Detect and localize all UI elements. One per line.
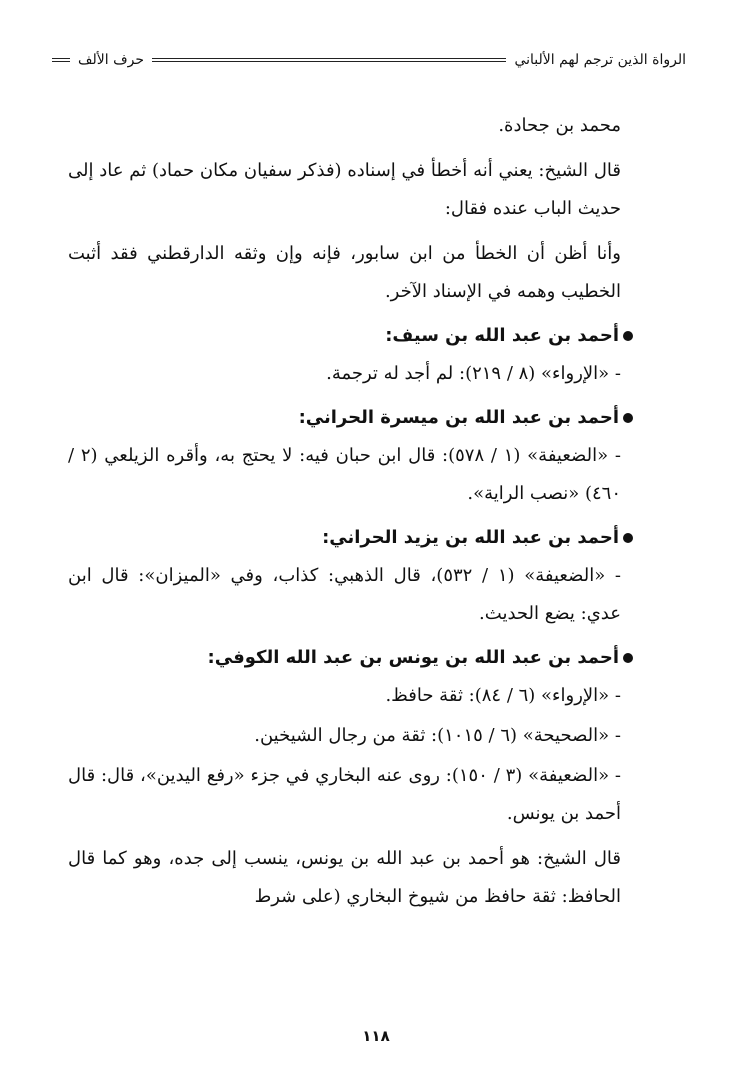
citation: - «الضعيفة» (١ / ٥٧٨): قال ابن حبان فيه: لا يحتج به، وأقره الزيلعي (٢ / ٤٦٠) «نصب الراية». xyxy=(68,445,621,504)
bullet-icon xyxy=(623,413,633,423)
header-mark xyxy=(52,58,70,62)
page-body xyxy=(68,107,633,916)
biography-entry xyxy=(68,319,633,393)
entry-title xyxy=(68,401,633,435)
bullet-icon xyxy=(623,653,633,663)
body-paragraph: قال الشيخ: هو أحمد بن عبد الله بن يونس، ينسب إلى جده، وهو كما قال الحافظ: ثقة حافظ من شيوخ البخاري (على شرط xyxy=(68,848,621,907)
bullet-icon xyxy=(623,533,633,543)
narrator-name: أحمد بن عبد الله بن ميسرة الحراني: xyxy=(298,407,619,428)
biography-entry xyxy=(68,641,633,833)
citation: - «الضعيفة» (١ / ٥٣٢)، قال الذهبي: كذاب، وفي «الميزان»: قال ابن عدي: يضع الحديث. xyxy=(68,565,621,624)
body-paragraph: محمد بن جحادة. xyxy=(498,115,621,136)
biography-entry xyxy=(68,401,633,513)
citation: - «الإرواء» (٨ / ٢١٩): لم أجد له ترجمة. xyxy=(326,363,621,384)
header-title: الرواة الذين ترجم لهم الألباني xyxy=(514,52,686,68)
citation: - «الصحيحة» (٦ / ١٠١٥): ثقة من رجال الشيخين. xyxy=(254,725,621,746)
narrator-name: أحمد بن عبد الله بن يونس بن عبد الله الكوفي: xyxy=(207,647,619,668)
citation: - «الضعيفة» (٣ / ١٥٠): روى عنه البخاري في جزء «رفع اليدين»، قال: قال أحمد بن يونس. xyxy=(68,765,621,824)
entry-title xyxy=(68,521,633,555)
page-number: ١١٨ xyxy=(362,1027,390,1045)
body-paragraph: وأنا أظن أن الخطأ من ابن سابور، فإنه وإن وثقه الدارقطني فقد أثبت الخطيب وهمه في الإسناد الآخر. xyxy=(68,243,621,302)
entry-title xyxy=(68,641,633,675)
citation: - «الإرواء» (٦ / ٨٤): ثقة حافظ. xyxy=(385,685,621,706)
header-section: حرف الألف xyxy=(78,52,144,68)
entry-title xyxy=(68,319,633,353)
header-rule xyxy=(152,58,506,62)
narrator-name: أحمد بن عبد الله بن يزيد الحراني: xyxy=(322,527,619,548)
bullet-icon xyxy=(623,331,633,341)
body-paragraph: قال الشيخ: يعني أنه أخطأ في إسناده (فذكر سفيان مكان حماد) ثم عاد إلى حديث الباب عنده فقال: xyxy=(68,160,621,219)
biography-entry xyxy=(68,521,633,633)
running-header xyxy=(52,48,686,72)
narrator-name: أحمد بن عبد الله بن سيف: xyxy=(385,325,619,346)
